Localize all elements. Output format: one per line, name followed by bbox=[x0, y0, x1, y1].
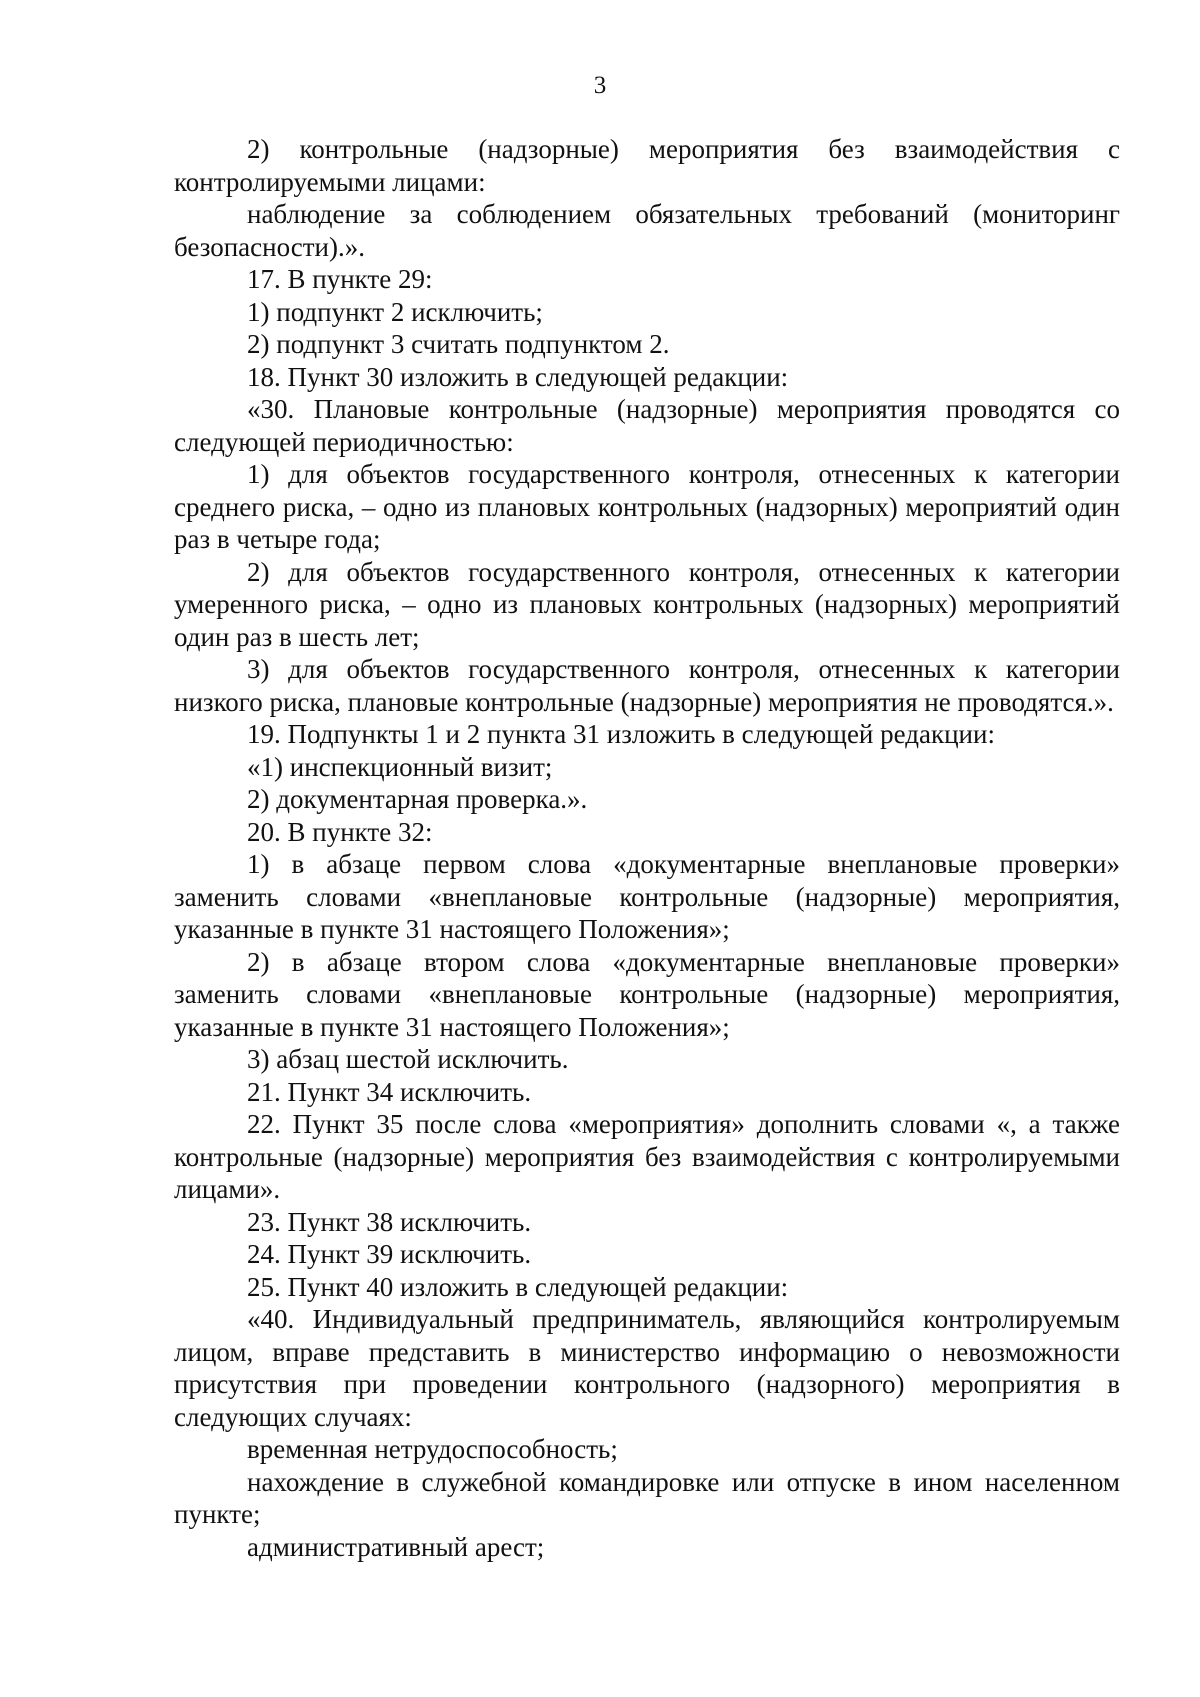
paragraph: 2) контрольные (надзорные) мероприятия без взаимодействия с контролируемыми лицами: bbox=[174, 134, 1120, 197]
paragraph: 3) абзац шестой исключить. bbox=[247, 1044, 569, 1074]
paragraph: «1) инспекционный визит; bbox=[247, 751, 553, 782]
paragraph: административный арест; bbox=[247, 1531, 545, 1562]
paragraph: 2) в абзаце втором слова «документарные внеплановые проверки» заменить словами «внеплановые контрольные (надзорные) мероприятия, указанные в пункте 31 настоящего Положения»; bbox=[174, 946, 1120, 1042]
paragraph: 25. Пункт 40 изложить в следующей редакции: bbox=[247, 1271, 789, 1302]
paragraph: 2) для объектов государственного контроля, отнесенных к категории умеренного риска, – одно из плановых контрольных (надзорных) мероприятий один раз в шесть лет; bbox=[174, 556, 1120, 652]
paragraph: «30. Плановые контрольные (надзорные) мероприятия проводятся со следующей периодичностью: bbox=[174, 394, 1120, 457]
paragraph: 18. Пункт 30 изложить в следующей редакции: bbox=[247, 361, 789, 392]
paragraph: 17. В пункте 29: bbox=[247, 264, 433, 294]
paragraph: 3) для объектов государственного контроля, отнесенных к категории низкого риска, плановые контрольные (надзорные) мероприятия не проводятся.». bbox=[174, 654, 1120, 717]
paragraph: «40. Индивидуальный предприниматель, являющийся контролируемым лицом, вправе представить в министерство информацию о невозможности присутствия при проведении контрольного (надзорного) мероприятия в следующих случаях: bbox=[174, 1304, 1120, 1432]
paragraph: временная нетрудоспособность; bbox=[247, 1434, 618, 1464]
paragraph: 1) в абзаце первом слова «документарные внеплановые проверки» заменить словами «внеплановые контрольные (надзорные) мероприятия, указанные в пункте 31 настоящего Положения»; bbox=[174, 849, 1120, 944]
paragraph: 1) для объектов государственного контроля, отнесенных к категории среднего риска, – одно из плановых контрольных (надзорных) мероприятий один раз в четыре года; bbox=[174, 459, 1120, 554]
paragraph: 21. Пункт 34 исключить. bbox=[247, 1076, 532, 1107]
paragraph: 1) подпункт 2 исключить; bbox=[247, 296, 543, 327]
paragraph: нахождение в служебной командировке или отпуске в ином населенном пункте; bbox=[174, 1466, 1120, 1529]
paragraph: 19. Подпункты 1 и 2 пункта 31 изложить в следующей редакции: bbox=[247, 719, 995, 749]
paragraph: 23. Пункт 38 исключить. bbox=[247, 1206, 532, 1237]
paragraph: 2) документарная проверка.». bbox=[247, 784, 588, 814]
paragraph: 24. Пункт 39 исключить. bbox=[247, 1239, 532, 1269]
paragraph: наблюдение за соблюдением обязательных требований (мониторинг безопасности).». bbox=[174, 199, 1120, 262]
paragraph: 2) подпункт 3 считать подпунктом 2. bbox=[247, 329, 670, 359]
document-body bbox=[174, 133, 1120, 1563]
page-number: 3 bbox=[593, 72, 607, 99]
paragraph: 22. Пункт 35 после слова «мероприятия» дополнить словами «, а также контрольные (надзорные) мероприятия без взаимодействия с контролируемыми лицами». bbox=[174, 1109, 1120, 1204]
paragraph: 20. В пункте 32: bbox=[247, 816, 433, 847]
